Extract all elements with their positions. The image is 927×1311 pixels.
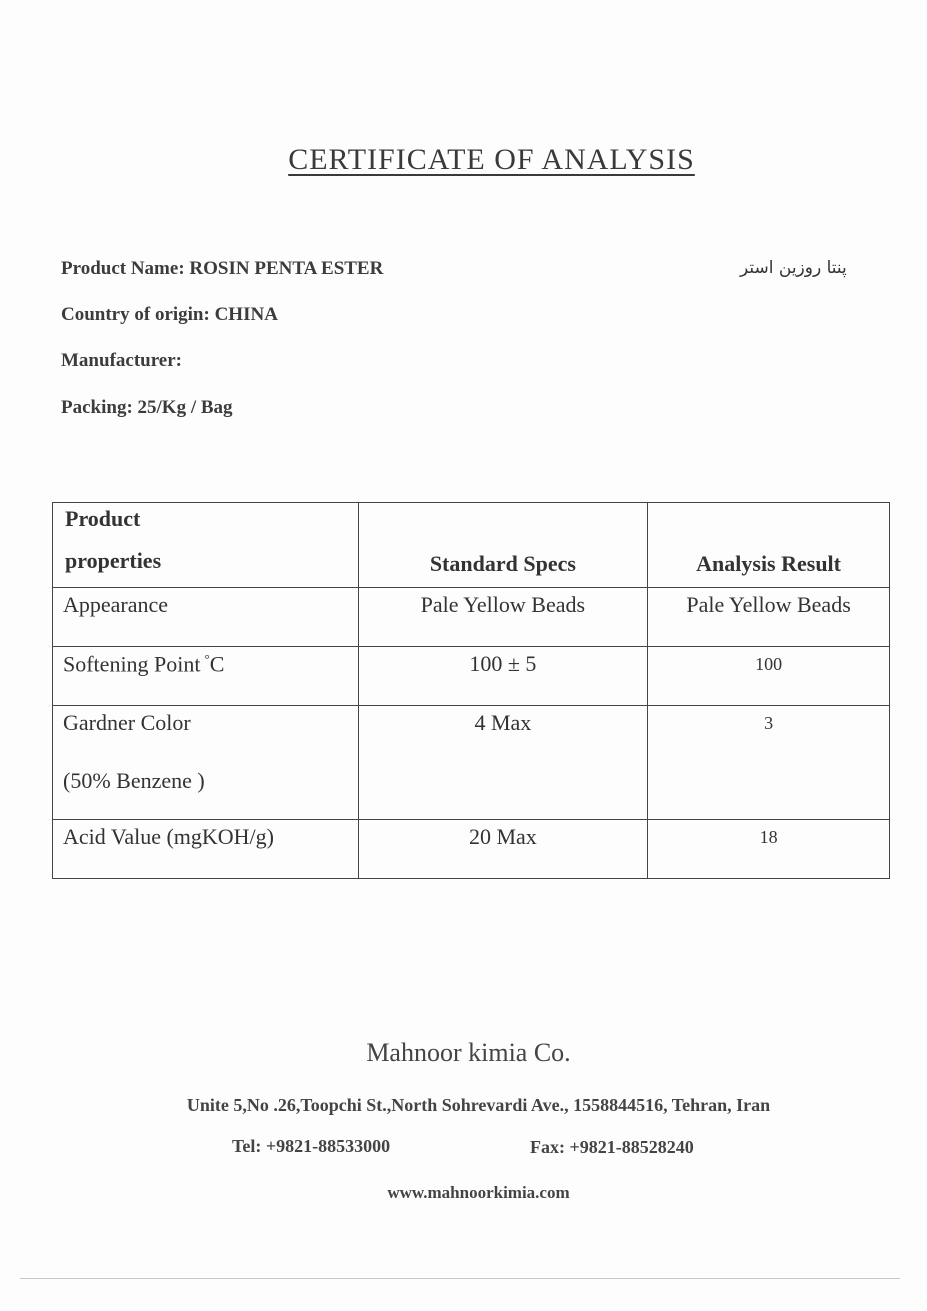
row-result-cell [648, 647, 890, 706]
row-property-line2: (50% Benzene ) [63, 768, 205, 793]
row-standard-cell [358, 706, 648, 820]
row-property-cell [53, 820, 359, 879]
row-property: Softening Point [63, 651, 201, 677]
table-row [53, 647, 890, 706]
table-row [53, 588, 890, 647]
row-standard: 100 ± 5 [469, 651, 537, 676]
row-property: Appearance [63, 592, 169, 617]
header-property [53, 503, 359, 588]
degree-symbol: ° [204, 651, 210, 666]
country-label: Country of origin: [61, 304, 210, 325]
row-result-cell [648, 588, 890, 647]
row-result: 18 [759, 827, 778, 847]
row-standard-cell [358, 588, 648, 647]
row-property-cell [53, 647, 359, 706]
manufacturer-line [61, 350, 182, 372]
company-name: Mahnoor kimia Co. [366, 1038, 571, 1067]
product-name-arabic: پنتا روزین استر [740, 258, 847, 278]
header-standard [358, 503, 648, 588]
country-line [61, 304, 278, 326]
product-name-value: ROSIN PENTA ESTER [189, 258, 384, 279]
row-result-cell [648, 706, 890, 820]
company-address: Unite 5,No .26,Toopchi St.,North Sohrevardi Ave., 1558844516, Tehran, Iran [186, 1095, 771, 1115]
header-property-line1: Product [65, 506, 141, 531]
row-standard: 20 Max [468, 824, 537, 849]
table-row [53, 820, 890, 879]
header-result [648, 503, 890, 588]
row-property-cell [53, 588, 359, 647]
table-header-row [53, 503, 890, 588]
row-unit: C [209, 651, 225, 677]
row-property: Acid Value (mgKOH/g) [63, 824, 274, 849]
row-result: 100 [755, 654, 783, 674]
header-result-label: Analysis Result [696, 551, 841, 576]
row-property-group [63, 651, 224, 677]
company-fax: Fax: +9821-88528240 [530, 1137, 694, 1157]
company-website[interactable]: www.mahnoorkimia.com [387, 1183, 570, 1202]
row-property-cell [53, 706, 359, 820]
analysis-table [52, 502, 890, 879]
packing-label: Packing: [61, 397, 133, 418]
product-name-line [61, 258, 383, 280]
row-standard-cell [358, 647, 648, 706]
country-value: CHINA [214, 304, 278, 325]
header-standard-label: Standard Specs [429, 551, 576, 576]
row-standard: 4 Max [474, 710, 532, 735]
header-property-line2: properties [65, 548, 162, 573]
packing-value: 25/Kg / Bag [137, 397, 233, 418]
manufacturer-label: Manufacturer: [61, 350, 183, 371]
product-name-label: Product Name: [61, 258, 185, 279]
row-result: Pale Yellow Beads [686, 592, 851, 617]
document-title: CERTIFICATE OF ANALYSIS [288, 143, 695, 176]
bottom-divider [20, 1278, 900, 1279]
row-result-cell [648, 820, 890, 879]
packing-line [61, 397, 233, 419]
table-row [53, 706, 890, 820]
company-phone: Tel: +9821-88533000 [232, 1136, 391, 1156]
row-property: Gardner Color [63, 710, 191, 735]
row-standard-cell [358, 820, 648, 879]
row-standard: Pale Yellow Beads [420, 592, 586, 617]
row-result: 3 [764, 713, 774, 733]
